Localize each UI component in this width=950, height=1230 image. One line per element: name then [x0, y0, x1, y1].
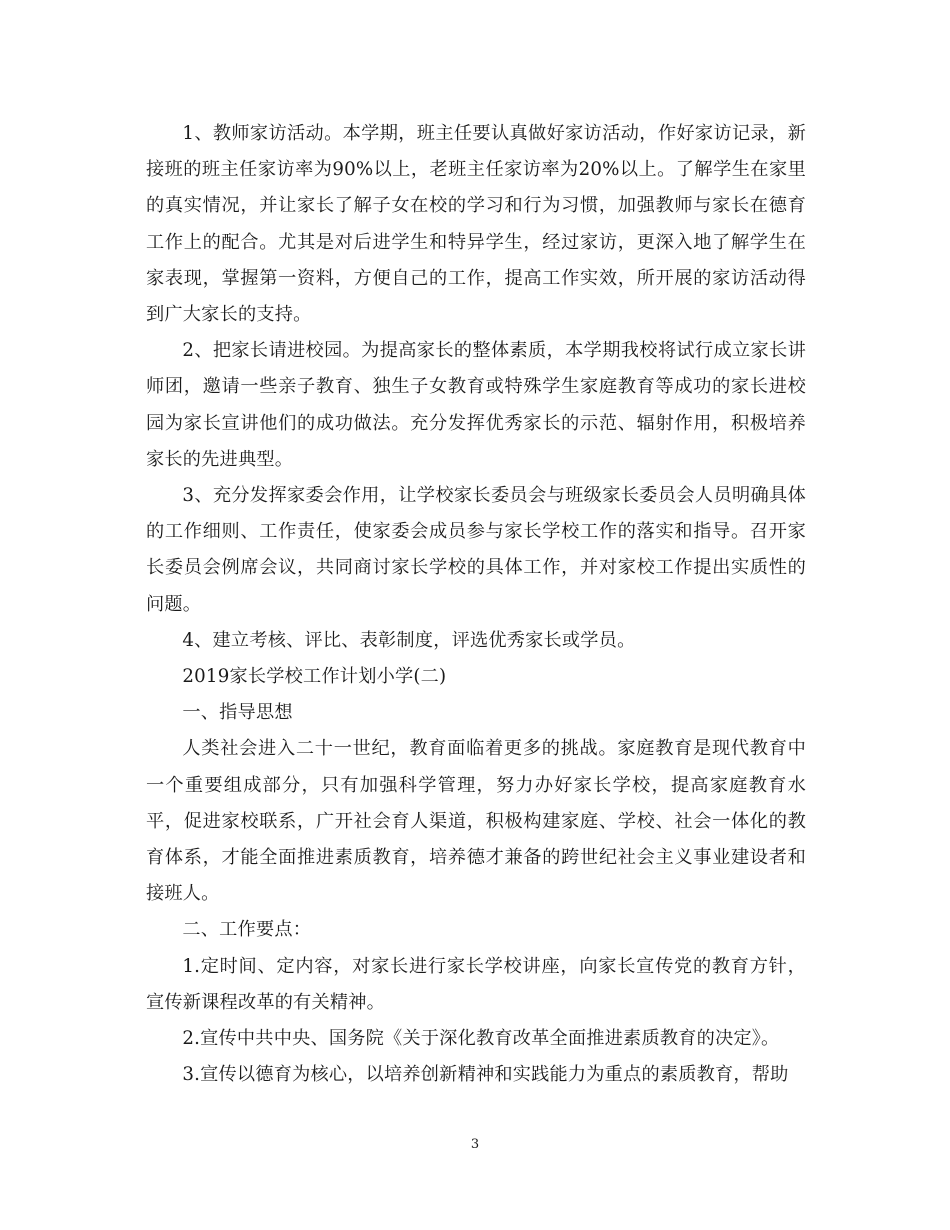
heading-work-points: 二、工作要点： [182, 919, 312, 941]
section-title-plan-two: 2019家长学校工作计划小学(二) [182, 666, 447, 688]
paragraph-invite-parents: 2、把家长请进校园。为提高家长的整体素质，本学期我校将试行成立家长讲师团，邀请一些亲子教育、独生子女教育或特殊学生家庭教育等成功的家长进校园为家长宣讲他们的成功做法。充分发挥优秀家长的示范、辐射作用，积极培养家长的先进典型。 [146, 340, 806, 470]
paragraph-work-point-2: 2.宣传中共中央、国务院《关于深化教育改革全面推进素质教育的决定》。 [182, 1028, 780, 1050]
paragraph-teacher-home-visits: 1、教师家访活动。本学期，班主任要认真做好家访活动，作好家访记录，新接班的班主任家访率为90%以上，老班主任家访率为20%以上。了解学生在家里的真实情况，并让家长了解子女在校的学习和行为习惯，加强教师与家长在德育工作上的配合。尤其是对后进学生和特异学生，经过家访，更深入地了解学生在家表现，掌握第一资料，方便自己的工作，提高工作实效，所开展的家访活动得到广大家长的支持。 [146, 123, 806, 326]
paragraph-parent-committee: 3、充分发挥家委会作用，让学校家长委员会与班级家长委员会人员明确具体的工作细则、工作责任，使家委会成员参与家长学校工作的落实和指导。召开家长委员会例席会议，共同商讨家长学校的具体工作，并对家校工作提出实质性的问题。 [146, 485, 806, 615]
paragraph-evaluation-system: 4、建立考核、评比、表彰制度，评选优秀家长或学员。 [182, 629, 636, 651]
paragraph-work-point-1: 1.定时间、定内容，对家长进行家长学校讲座，向家长宣传党的教育方针，宣传新课程改革的有关精神。 [146, 955, 806, 1013]
heading-guiding-ideology: 一、指导思想 [182, 702, 293, 724]
page-number: 3 [470, 1137, 480, 1152]
paragraph-work-point-3: 3.宣传以德育为核心，以培养创新精神和实践能力为重点的素质教育，帮助 [182, 1064, 789, 1086]
document-body [146, 116, 806, 1093]
paragraph-guiding-ideology: 人类社会进入二十一世纪，教育面临着更多的挑战。家庭教育是现代教育中一个重要组成部分，只有加强科学管理，努力办好家长学校，提高家庭教育水平，促进家校联系，广开社会育人渠道，积极构建家庭、学校、社会一体化的教育体系，才能全面推进素质教育，培养德才兼备的跨世纪社会主义事业建设者和接班人。 [146, 738, 806, 905]
